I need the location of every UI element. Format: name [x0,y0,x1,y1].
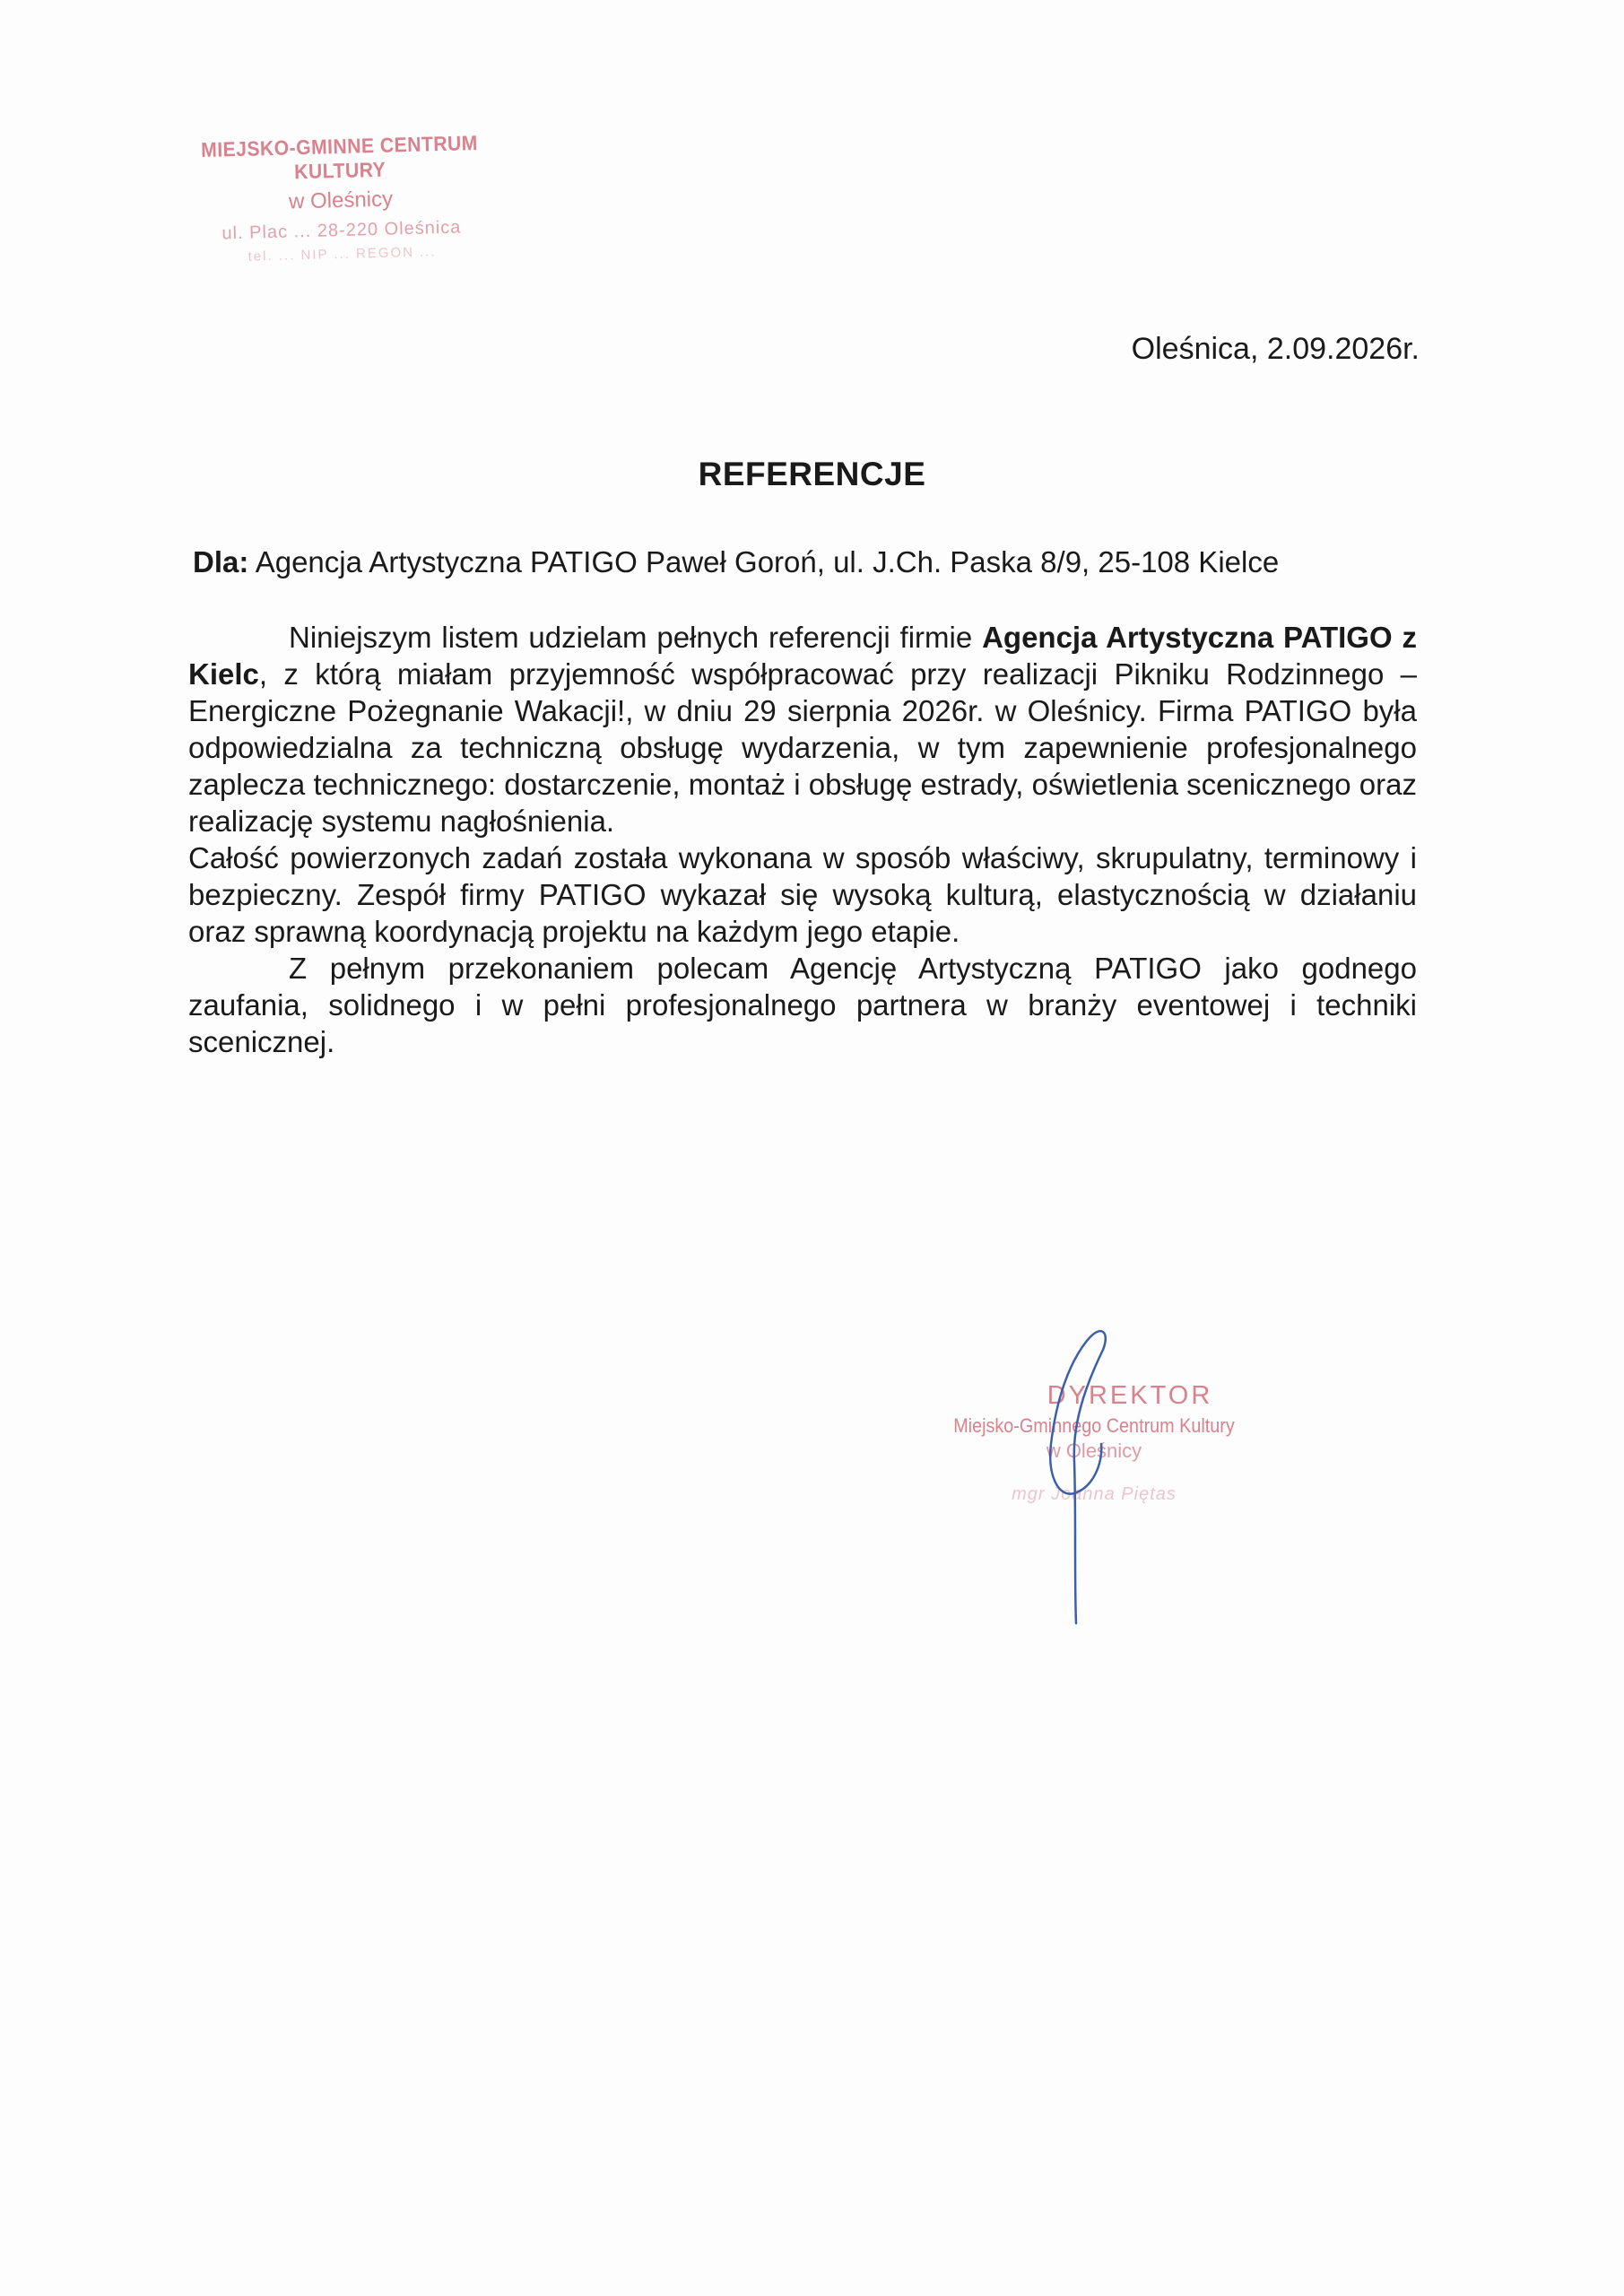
recipient-line [193,545,1279,579]
stamp-contact: tel. ... NIP ... REGON ... [248,244,437,265]
paragraph-1-end: , z którą miałam przyjemność współpracować przy realizacji Pikniku Rodzinnego – Energiczne Pożegnanie Wakacji!, w dniu 29 sierpnia 2026r. w Oleśnicy. Firma PATIGO była odpowiedzialna za techniczną obsługę wydarzenia, w tym zapewnienie profesjonalnego zaplecza technicznego: dostarczenie, montaż i obsługę estrady, oświetlenia scenicznego oraz realizację systemu nagłośnienia. [188,657,1417,838]
stamp-city: w Oleśnicy [288,187,394,214]
header-stamp [160,130,522,266]
director-city: w Oleśnicy [1046,1439,1142,1462]
paragraph-1 [188,619,1417,839]
company-name-bold: Agencja Artystyczna PATIGO z Kielc [188,621,1417,691]
director-name: mgr Joanna Piętas [1012,1484,1177,1504]
paragraph-3: Z pełnym przekonaniem polecam Agencję Artystyczną PATIGO jako godnego zaufania, solidnego i w pełni profesjonalnego partnera w branży eventowej i techniki scenicznej. [188,952,1417,1058]
paragraph-1-start: Niniejszym listem udzielam pełnych referencji firmie [289,621,983,654]
letter-title: REFERENCJE [698,456,926,492]
director-institution: Miejsko-Gminnego Centrum Kultury [953,1414,1235,1437]
handwritten-signature [968,1309,1148,1632]
recipient-text: Agencja Artystyczna PATIGO Paweł Goroń, ul. J.Ch. Paska 8/9, 25-108 Kielce [255,545,1280,578]
letter-body [188,619,1417,1060]
stamp-institution-name: MIEJSKO-GMINNE CENTRUM KULTURY [200,130,479,184]
recipient-label: Dla: [193,545,249,578]
stamp-address: ul. Plac ... 28-220 Oleśnica [221,217,462,244]
paragraph-2: Całość powierzonych zadań została wykonana w sposób właściwy, skrupulatny, terminowy i bezpieczny. Zespół firmy PATIGO wykazał się wysoką kulturą, elastycznością w działaniu oraz sprawną koordynacją projektu na każdym jego etapie. [188,841,1417,948]
director-title: DYREKTOR [1046,1381,1213,1410]
letter-date: Oleśnica, 2.09.2026r. [1131,332,1420,366]
